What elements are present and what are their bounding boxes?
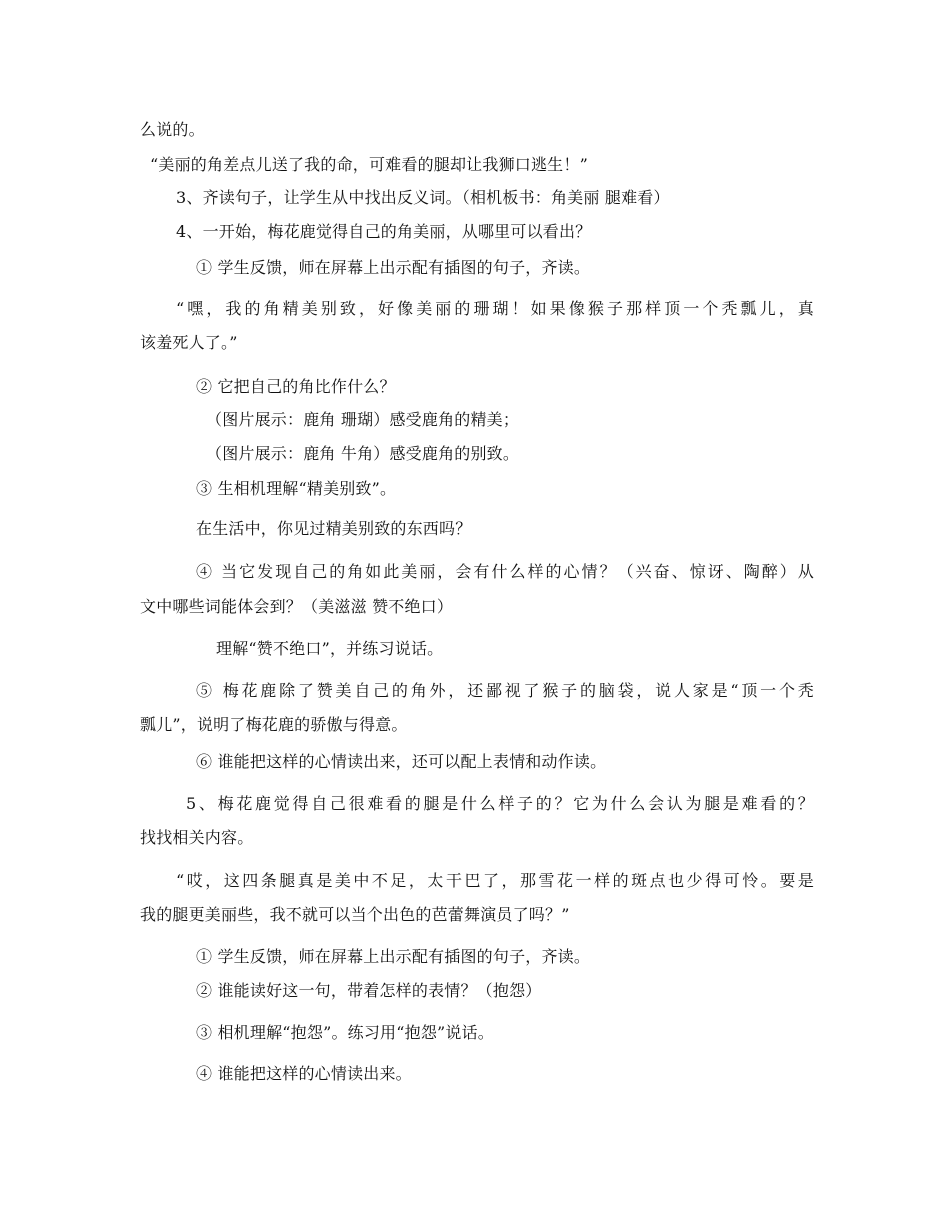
quote-line-continued: 我的腿更美丽些，我不就可以当个出色的芭蕾舞演员了吗？” <box>140 905 570 924</box>
substep-line: ④ 当它发现自己的角如此美丽，会有什么样的心情？（兴奋、惊讶、陶醉）从 <box>196 562 814 581</box>
step-5-line-continued: 找找相关内容。 <box>140 828 254 847</box>
substep-line: ③ 生相机理解“精美别致”。 <box>196 479 397 498</box>
substep-line: ⑤ 梅花鹿除了赞美自己的角外，还鄙视了猴子的脑袋，说人家是“顶一个秃 <box>196 681 814 700</box>
question-line: 在生活中，你见过精美别致的东西吗？ <box>196 519 472 538</box>
substep-line: ④ 谁能把这样的心情读出来。 <box>196 1064 412 1083</box>
substep-line: ② 它把自己的角比作什么？ <box>196 377 396 396</box>
quote-line-continued: 该羞死人了。” <box>140 333 238 352</box>
quote-line: “哎，这四条腿真是美中不足，太干巴了，那雪花一样的斑点也少得可怜。要是 <box>176 871 814 890</box>
step-4-line: 4、一开始，梅花鹿觉得自己的角美丽，从哪里可以看出？ <box>176 222 592 241</box>
quote-line: “美丽的角差点儿送了我的命，可难看的腿却让我狮口逃生！” <box>150 155 588 174</box>
substep-line: ① 学生反馈，师在屏幕上出示配有插图的句子，齐读。 <box>196 258 591 277</box>
substep-line: ② 谁能读好这一句，带着怎样的表情？（抱怨） <box>196 981 542 1000</box>
picture-display-line: （图片展示：鹿角 珊瑚）感受鹿角的精美； <box>206 410 520 429</box>
text-line: 么说的。 <box>140 120 205 139</box>
step-3-line: 3、齐读句子，让学生从中找出反义词。（相机板书：角美丽 腿难看） <box>176 188 670 207</box>
quote-line: “嘿，我的角精美别致，好像美丽的珊瑚！如果像猴子那样顶一个秃瓢儿，真 <box>176 299 814 318</box>
substep-line: ⑥ 谁能把这样的心情读出来，还可以配上表情和动作读。 <box>196 752 607 771</box>
substep-line: ③ 相机理解“抱怨”。练习用“抱怨”说话。 <box>196 1023 495 1042</box>
step-5-line: 5、梅花鹿觉得自己很难看的腿是什么样子的？它为什么会认为腿是难看的？ <box>186 794 814 813</box>
substep-line-continued: 文中哪些词能体会到？（美滋滋 赞不绝口） <box>140 597 454 616</box>
practice-line: 理解“赞不绝口”，并练习说话。 <box>216 639 444 658</box>
picture-display-line: （图片展示：鹿角 牛角）感受鹿角的别致。 <box>206 444 520 463</box>
substep-line: ① 学生反馈，师在屏幕上出示配有插图的句子，齐读。 <box>196 947 591 966</box>
substep-line-continued: 瓢儿”，说明了梅花鹿的骄傲与得意。 <box>140 715 408 734</box>
